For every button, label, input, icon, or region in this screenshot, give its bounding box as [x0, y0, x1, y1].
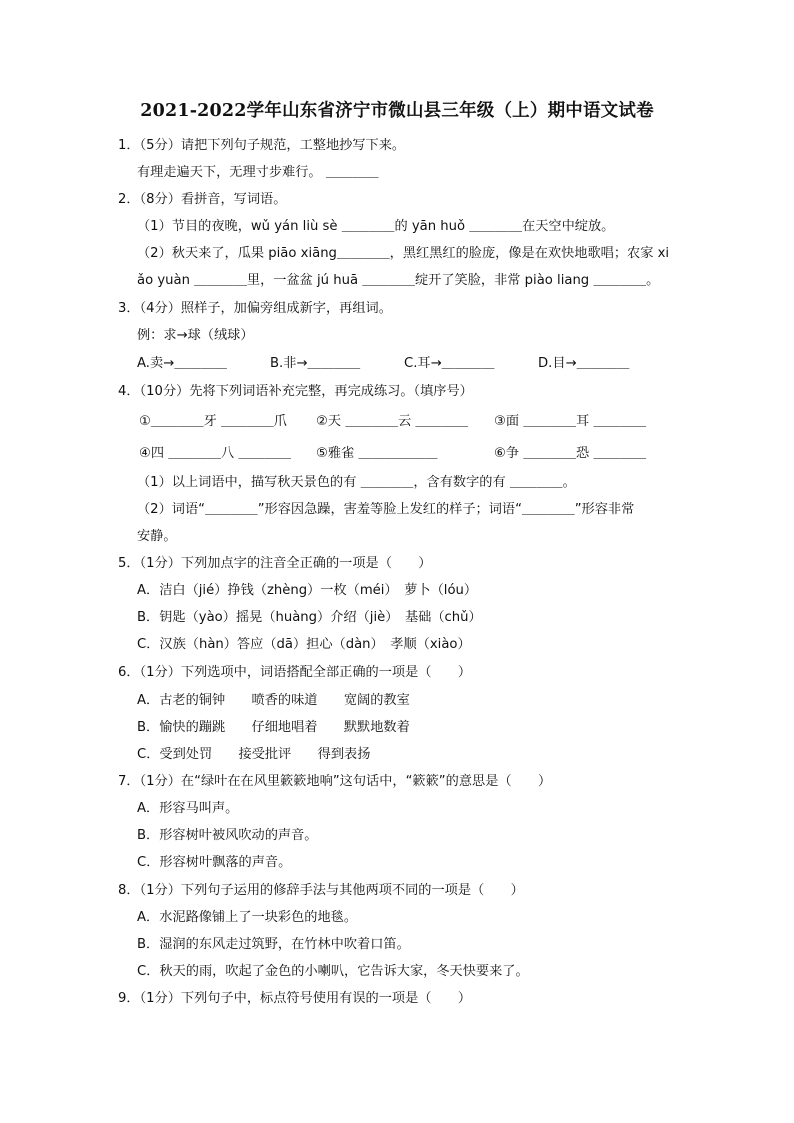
question-2-line-3: ǎo yuàn ＿＿＿＿里，一盆盆 jú huā ＿＿＿＿绽开了笑脸，非常 piào liang ＿＿＿＿。 [137, 273, 660, 288]
question-4-sub-2: （2）词语“＿＿＿＿”形容因急躁，害羞等脸上发红的样子；词语“＿＿＿＿”形容非常 [137, 502, 635, 517]
question-6-option-c: C．受到处罚 接受批评 得到表扬 [137, 747, 371, 762]
page-title: 2021-2022学年山东省济宁市微山县三年级（上）期中语文试卷 [140, 101, 654, 121]
question-1-stem: 1．（5分）请把下列句子规范，工整地抄写下来。 [118, 138, 406, 153]
question-5-stem: 5．（1分）下列加点字的注音全正确的一项是（ ） [118, 556, 432, 571]
question-4-item-2: ②天 ＿＿＿＿云 ＿＿＿＿ [316, 414, 469, 429]
question-5-option-b: B．钥匙（yào）摇晃（huàng）介绍（jiè） 基础（chǔ） [137, 610, 482, 625]
question-7-option-a: A．形容马叫声。 [137, 801, 239, 816]
question-8-option-a: A．水泥路像铺上了一块彩色的地毯。 [137, 910, 358, 925]
question-4-stem: 4．（10分）先将下列词语补充完整，再完成练习。（填序号） [118, 384, 473, 399]
question-4-item-6: ⑥争 ＿＿＿＿恐 ＿＿＿＿ [494, 446, 647, 461]
question-4-item-4: ④四 ＿＿＿＿八 ＿＿＿＿ [139, 446, 292, 461]
question-8-option-c: C．秋天的雨，吹起了金色的小喇叭，它告诉大家，冬天快要来了。 [137, 964, 529, 979]
question-3-option-b: B.非→＿＿＿＿ [270, 356, 361, 371]
question-2-line-1: （1）节目的夜晚，wǔ yán liù sè ＿＿＿＿的 yān huǒ ＿＿＿＿在天空中绽放。 [137, 219, 615, 234]
question-7-stem: 7．（1分）在“绿叶在在风里簌簌地响”这句话中，“簌簌”的意思是（ ） [118, 774, 552, 789]
question-3-option-c: C.耳→＿＿＿＿ [404, 356, 495, 371]
question-7-option-b: B．形容树叶被风吹动的声音。 [137, 828, 318, 843]
question-4-item-5: ⑤雅雀 ＿＿＿＿＿＿ [316, 446, 438, 461]
question-3-example: 例：求→球（绒球） [137, 328, 254, 343]
question-2-stem: 2．（8分）看拼音，写词语。 [118, 192, 287, 207]
question-4-sub-1: （1）以上词语中，描写秋天景色的有 ＿＿＿＿，含有数字的有 ＿＿＿＿。 [137, 475, 576, 490]
question-5-option-c: C．汉族（hàn）答应（dā）担心（dàn） 孝顺（xiào） [137, 637, 471, 652]
question-3-stem: 3．（4分）照样子，加偏旁组成新字，再组词。 [118, 301, 392, 316]
question-2-line-2: （2）秋天来了，瓜果 piāo xiāng＿＿＿＿，黑红黑红的脸庞，像是在欢快地歌唱；农家 xi [137, 246, 670, 261]
question-6-stem: 6．（1分）下列选项中，词语搭配全部正确的一项是（ ） [118, 665, 472, 680]
question-4-item-1: ①＿＿＿＿牙 ＿＿＿＿爪 [139, 414, 287, 429]
question-3-option-d: D.目→＿＿＿＿ [538, 356, 630, 371]
question-4-sub-2-cont: 安静。 [137, 529, 177, 544]
question-8-stem: 8．（1分）下列句子运用的修辞手法与其他两项不同的一项是（ ） [118, 883, 524, 898]
question-9-stem: 9．（1分）下列句子中，标点符号使用有误的一项是（ ） [118, 991, 472, 1006]
question-6-option-b: B．愉快的蹦跳 仔细地唱着 默默地数着 [137, 720, 410, 735]
question-6-option-a: A．古老的铜钟 喷香的味道 宽阔的教室 [137, 693, 410, 708]
question-5-option-a: A．洁白（jié）挣钱（zhèng）一枚（méi） 萝卜（lóu） [137, 583, 478, 598]
question-1-line: 有理走遍天下，无理寸步难行。 ＿＿＿＿ [137, 165, 379, 180]
question-8-option-b: B．湿润的东风走过筑野，在竹林中吹着口笛。 [137, 937, 410, 952]
question-4-item-3: ③面 ＿＿＿＿耳 ＿＿＿＿ [494, 414, 647, 429]
question-3-option-a: A.卖→＿＿＿＿ [137, 356, 227, 371]
question-7-option-c: C．形容树叶飘落的声音。 [137, 855, 292, 870]
